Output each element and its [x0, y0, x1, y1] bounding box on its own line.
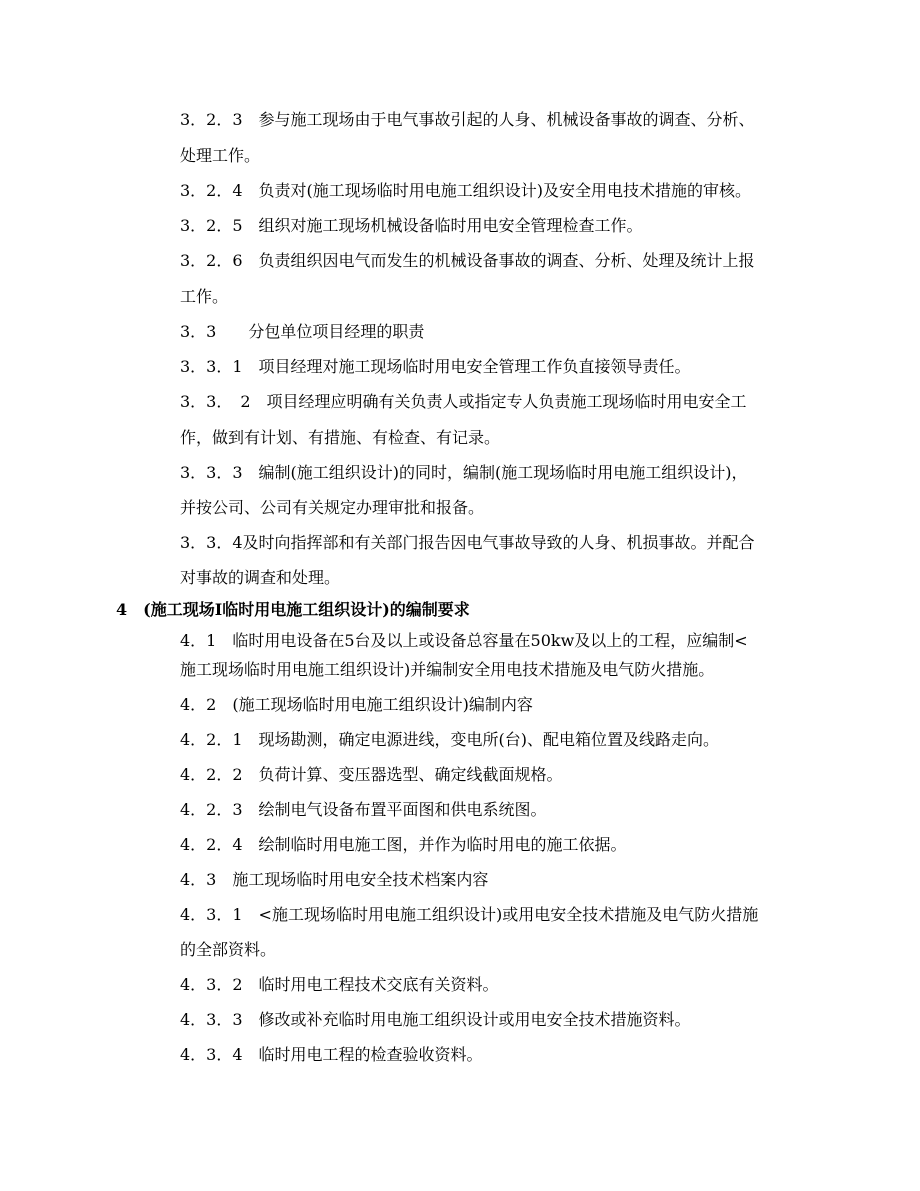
text-line: 4．2．2 负荷计算、变压器选型、确定线截面规格。 [180, 765, 563, 784]
text-line: 4．2．4 绘制临时用电施工图，并作为临时用电的施工依据。 [180, 835, 627, 854]
text-line: 3．3． 2 项目经理应明确有关负责人或指定专人负责施工现场临时用电安全工 [180, 392, 747, 411]
text-line: 3．3．4及时向指挥部和有关部门报告因电气事故导致的人身、机损事故。并配合 [180, 533, 755, 552]
text-line: 3．2．3 参与施工现场由于电气事故引起的人身、机械设备事故的调查、分析、 [180, 110, 755, 129]
text-line: 4．1 临时用电设备在5台及以上或设备总容量在50kw及以上的工程，应编制< [180, 631, 748, 650]
text-line: 4．3．2 临时用电工程技术交底有关资料。 [180, 975, 499, 994]
text-line: 3．3 分包单位项目经理的职责 [180, 322, 425, 341]
text-line: 作，做到有计划、有措施、有检查、有记录。 [180, 428, 501, 447]
text-line: 3．2．6 负责组织因电气而发生的机械设备事故的调查、分析、处理及统计上报 [180, 251, 755, 270]
text-line: 施工现场临时用电施工组织设计)并编制安全用电技术措施及电气防火措施。 [180, 660, 715, 679]
text-line: 工作。 [180, 287, 229, 306]
text-line: 4．2．1 现场勘测，确定电源进线，变电所(台)、配电箱位置及线路走向。 [180, 730, 720, 749]
text-line: 3．2．5 组织对施工现场机械设备临时用电安全管理检查工作。 [180, 216, 643, 235]
text-line: 4．2 (施工现场临时用电施工组织设计)编制内容 [180, 695, 533, 714]
text-line: 4．2．3 绘制电气设备布置平面图和供电系统图。 [180, 800, 547, 819]
text-line: 4．3．3 修改或补充临时用电施工组织设计或用电安全技术措施资料。 [180, 1010, 691, 1029]
text-line: 处理工作。 [180, 146, 261, 165]
text-line: 3．3．1 项目经理对施工现场临时用电安全管理工作负直接领导责任。 [180, 357, 691, 376]
text-line: 4．3 施工现场临时用电安全技术档案内容 [180, 870, 489, 889]
section-heading: 4 (施工现场Ⅰ临时用电施工组织设计)的编制要求 [116, 600, 470, 619]
text-line: 4．3．1 <施工现场临时用电施工组织设计)或用电安全技术措施及电气防火措施 [180, 905, 759, 924]
text-line: 4．3．4 临时用电工程的检查验收资料。 [180, 1045, 483, 1064]
text-line: 并按公司、公司有关规定办理审批和报备。 [180, 498, 485, 517]
text-line: 的全部资料。 [180, 940, 277, 959]
text-line: 3．2．4 负责对(施工现场临时用电施工组织设计)及安全用电技术措施的审核。 [180, 181, 752, 200]
text-line: 3．3．3 编制(施工组织设计)的同时，编制(施工现场临时用电施工组织设计)， [180, 463, 748, 482]
text-line: 对事故的调查和处理。 [180, 568, 341, 587]
